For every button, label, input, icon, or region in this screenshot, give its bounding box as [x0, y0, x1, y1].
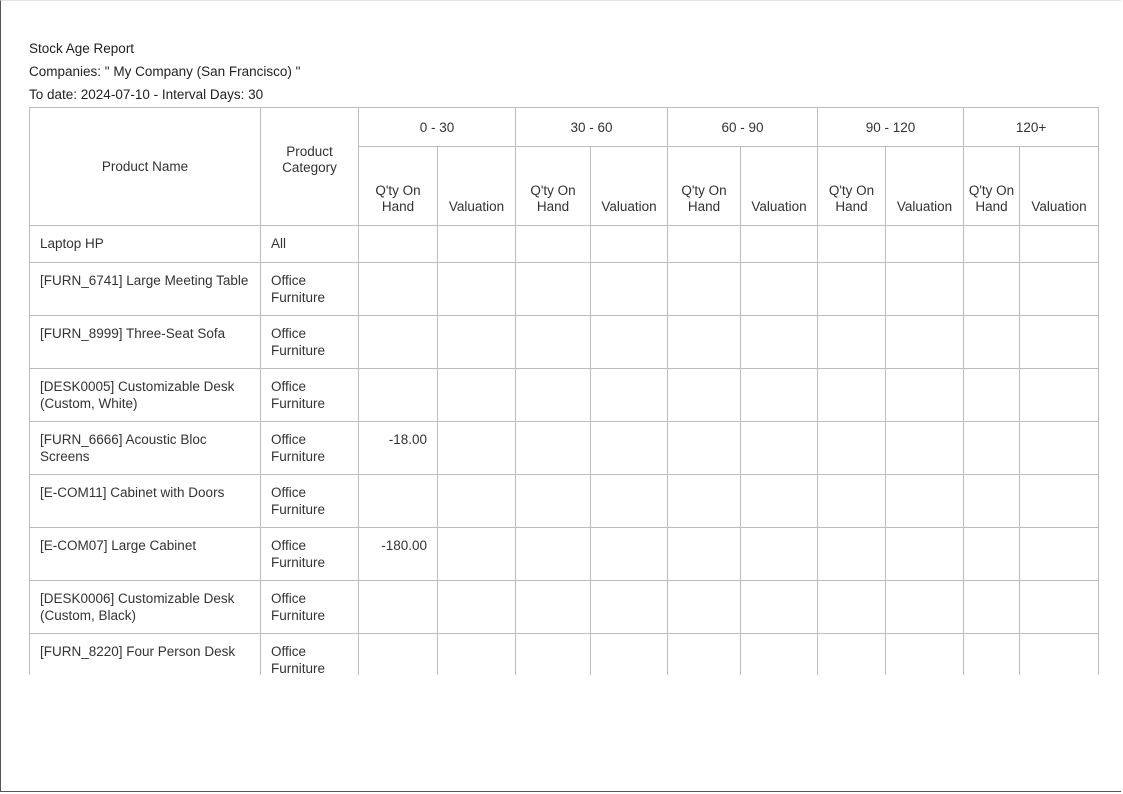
valuation-cell [886, 475, 964, 528]
qty-on-hand-cell [964, 316, 1020, 369]
valuation-cell [591, 528, 668, 581]
qty-on-hand-cell [964, 422, 1020, 475]
table-row [30, 475, 1099, 528]
qty-on-hand-cell [668, 634, 741, 676]
valuation-cell [438, 528, 516, 581]
qty-on-hand-cell [964, 528, 1020, 581]
product-name-cell: [FURN_8220] Four Person Desk [30, 634, 261, 676]
valuation-cell [591, 316, 668, 369]
valuation-cell [1020, 581, 1099, 634]
header-interval: 60 - 90 [668, 108, 818, 147]
valuation-cell [438, 226, 516, 263]
qty-on-hand-cell: -180.00 [359, 528, 438, 581]
product-category-cell: All [261, 226, 359, 263]
valuation-cell [1020, 634, 1099, 676]
product-category-cell: Office Furniture [261, 422, 359, 475]
valuation-cell [438, 316, 516, 369]
qty-on-hand-cell [818, 226, 886, 263]
product-name-cell: [E-COM07] Large Cabinet [30, 528, 261, 581]
product-category-cell: Office Furniture [261, 475, 359, 528]
table-row [30, 634, 1099, 676]
qty-on-hand-cell [964, 581, 1020, 634]
qty-on-hand-cell [516, 422, 591, 475]
valuation-cell [1020, 528, 1099, 581]
stock-age-table [29, 107, 1099, 675]
report-date-interval: To date: 2024-07-10 - Interval Days: 30 [29, 87, 264, 102]
qty-on-hand-cell [516, 263, 591, 316]
qty-on-hand-cell: -18.00 [359, 422, 438, 475]
valuation-cell [591, 634, 668, 676]
header-interval: 120+ [964, 108, 1099, 147]
product-category-cell: Office Furniture [261, 369, 359, 422]
qty-on-hand-cell [516, 634, 591, 676]
valuation-cell [1020, 369, 1099, 422]
valuation-cell [886, 634, 964, 676]
qty-on-hand-cell [668, 422, 741, 475]
valuation-cell [741, 263, 818, 316]
qty-on-hand-cell [359, 581, 438, 634]
valuation-cell [886, 263, 964, 316]
product-name-cell: [FURN_6741] Large Meeting Table [30, 263, 261, 316]
qty-on-hand-cell [668, 581, 741, 634]
qty-on-hand-cell [359, 634, 438, 676]
qty-on-hand-cell [668, 528, 741, 581]
valuation-cell [591, 422, 668, 475]
valuation-cell [1020, 475, 1099, 528]
valuation-cell [741, 226, 818, 263]
header-qty-on-hand: Q'ty On Hand [516, 147, 591, 226]
report-title: Stock Age Report [29, 41, 135, 56]
header-product-name: Product Name [30, 108, 261, 226]
qty-on-hand-cell [964, 475, 1020, 528]
report-companies: Companies: " My Company (San Francisco) " [29, 64, 301, 79]
qty-on-hand-cell [516, 226, 591, 263]
header-qty-on-hand: Q'ty On Hand [359, 147, 438, 226]
valuation-cell [591, 369, 668, 422]
header-product-category: Product Category [261, 108, 359, 226]
report-header [29, 37, 300, 106]
qty-on-hand-cell [964, 369, 1020, 422]
qty-on-hand-cell [359, 263, 438, 316]
header-qty-on-hand: Q'ty On Hand [668, 147, 741, 226]
table-row [30, 316, 1099, 369]
table-body [30, 226, 1099, 676]
qty-on-hand-cell [818, 634, 886, 676]
valuation-cell [741, 369, 818, 422]
table-row [30, 422, 1099, 475]
header-valuation: Valuation [886, 147, 964, 226]
stock-age-table-container [29, 107, 1099, 675]
qty-on-hand-cell [964, 263, 1020, 316]
valuation-cell [438, 422, 516, 475]
qty-on-hand-cell [818, 475, 886, 528]
qty-on-hand-cell [359, 475, 438, 528]
product-category-cell: Office Furniture [261, 263, 359, 316]
qty-on-hand-cell [818, 581, 886, 634]
header-qty-on-hand: Q'ty On Hand [964, 147, 1020, 226]
header-valuation: Valuation [438, 147, 516, 226]
table-row [30, 226, 1099, 263]
valuation-cell [886, 316, 964, 369]
qty-on-hand-cell [964, 634, 1020, 676]
table-row [30, 263, 1099, 316]
valuation-cell [741, 422, 818, 475]
valuation-cell [886, 369, 964, 422]
product-name-cell: [E-COM11] Cabinet with Doors [30, 475, 261, 528]
qty-on-hand-cell [516, 316, 591, 369]
qty-on-hand-cell [818, 369, 886, 422]
valuation-cell [591, 581, 668, 634]
header-valuation: Valuation [591, 147, 668, 226]
valuation-cell [741, 316, 818, 369]
product-category-cell: Office Furniture [261, 634, 359, 676]
valuation-cell [886, 422, 964, 475]
product-name-cell: [FURN_8999] Three-Seat Sofa [30, 316, 261, 369]
valuation-cell [886, 226, 964, 263]
table-row [30, 528, 1099, 581]
product-name-cell: [DESK0005] Customizable Desk (Custom, White) [30, 369, 261, 422]
product-name-cell: [FURN_6666] Acoustic Bloc Screens [30, 422, 261, 475]
header-interval: 90 - 120 [818, 108, 964, 147]
valuation-cell [1020, 316, 1099, 369]
qty-on-hand-cell [818, 316, 886, 369]
valuation-cell [438, 581, 516, 634]
qty-on-hand-cell [668, 226, 741, 263]
qty-on-hand-cell [516, 475, 591, 528]
header-qty-on-hand: Q'ty On Hand [818, 147, 886, 226]
qty-on-hand-cell [516, 581, 591, 634]
qty-on-hand-cell [668, 369, 741, 422]
product-name-cell: [DESK0006] Customizable Desk (Custom, Black) [30, 581, 261, 634]
product-category-cell: Office Furniture [261, 316, 359, 369]
qty-on-hand-cell [516, 369, 591, 422]
valuation-cell [438, 369, 516, 422]
valuation-cell [741, 475, 818, 528]
qty-on-hand-cell [668, 263, 741, 316]
qty-on-hand-cell [818, 422, 886, 475]
header-valuation: Valuation [1020, 147, 1099, 226]
valuation-cell [886, 581, 964, 634]
qty-on-hand-cell [668, 475, 741, 528]
qty-on-hand-cell [818, 263, 886, 316]
valuation-cell [591, 475, 668, 528]
valuation-cell [1020, 422, 1099, 475]
product-name-cell: Laptop HP [30, 226, 261, 263]
qty-on-hand-cell [359, 316, 438, 369]
valuation-cell [1020, 263, 1099, 316]
valuation-cell [741, 528, 818, 581]
product-category-cell: Office Furniture [261, 581, 359, 634]
valuation-cell [591, 226, 668, 263]
valuation-cell [886, 528, 964, 581]
valuation-cell [438, 263, 516, 316]
qty-on-hand-cell [668, 316, 741, 369]
qty-on-hand-cell [359, 369, 438, 422]
qty-on-hand-cell [964, 226, 1020, 263]
valuation-cell [591, 263, 668, 316]
qty-on-hand-cell [359, 226, 438, 263]
table-row [30, 581, 1099, 634]
table-row [30, 369, 1099, 422]
qty-on-hand-cell [818, 528, 886, 581]
valuation-cell [741, 581, 818, 634]
product-category-cell: Office Furniture [261, 528, 359, 581]
valuation-cell [741, 634, 818, 676]
qty-on-hand-cell [516, 528, 591, 581]
header-valuation: Valuation [741, 147, 818, 226]
valuation-cell [438, 634, 516, 676]
header-interval: 0 - 30 [359, 108, 516, 147]
valuation-cell [1020, 226, 1099, 263]
valuation-cell [438, 475, 516, 528]
header-interval: 30 - 60 [516, 108, 668, 147]
